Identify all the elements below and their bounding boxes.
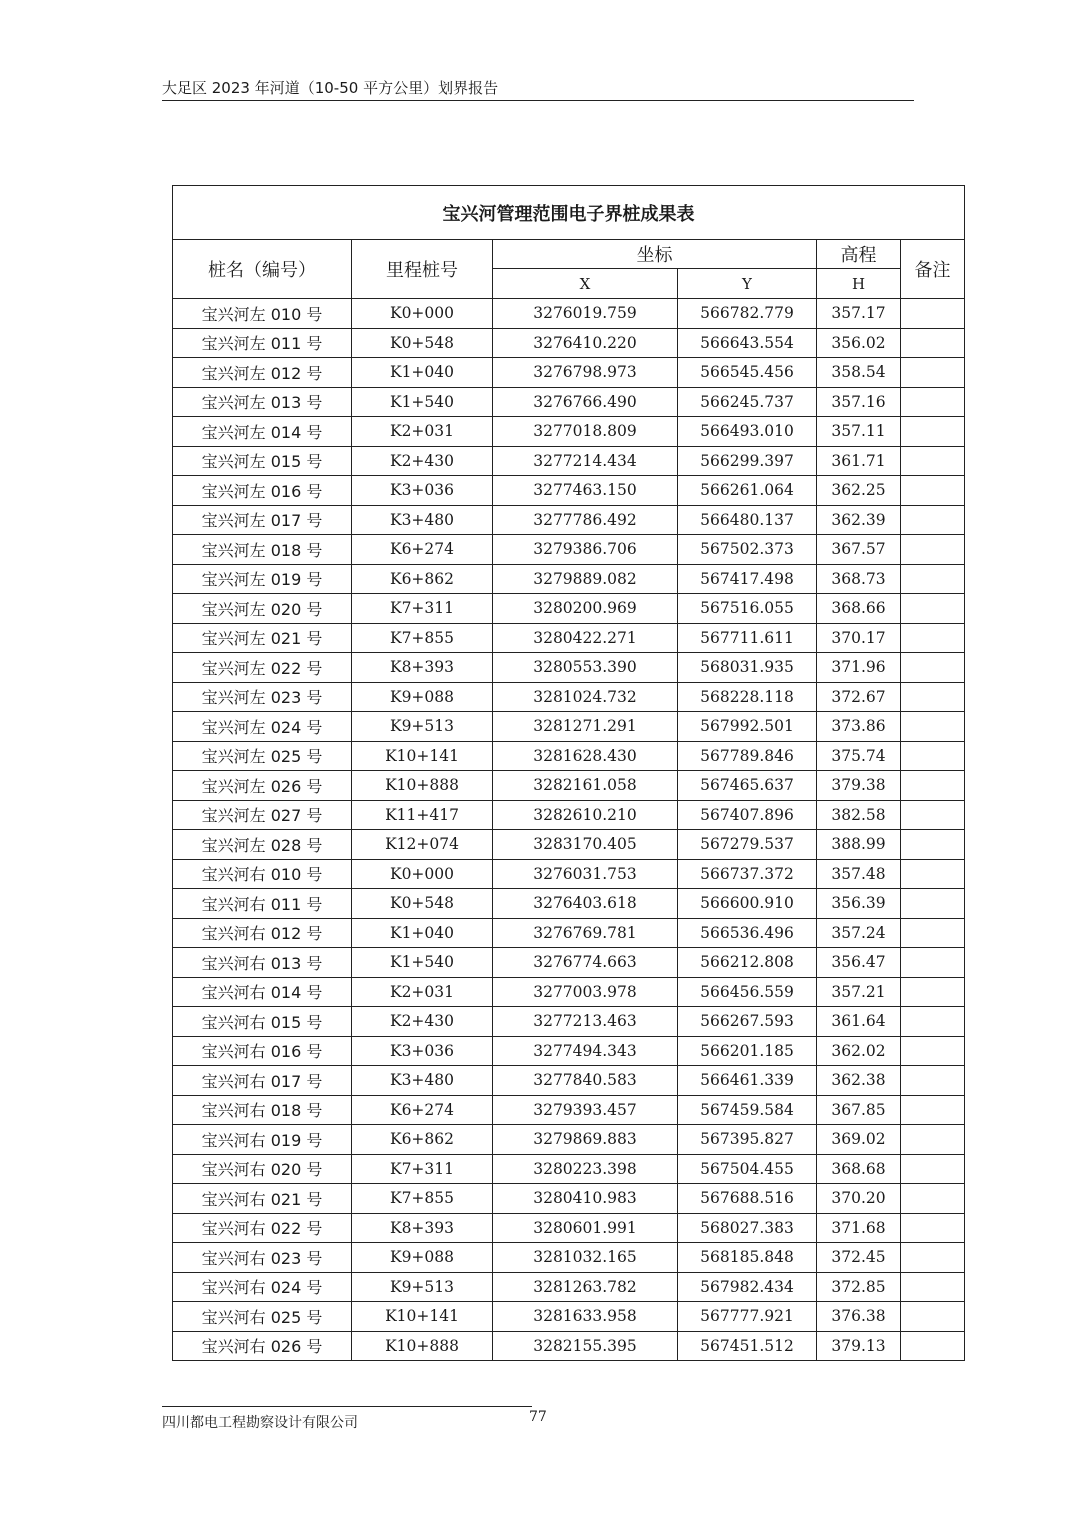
table-row [173, 1154, 965, 1184]
cell-y: 566212.808 [678, 948, 817, 978]
cell-pile-name: 宝兴河左 011 号 [173, 328, 352, 358]
cell-x: 3277463.150 [493, 476, 678, 506]
cell-y: 567417.498 [678, 564, 817, 594]
cell-x: 3276019.759 [493, 299, 678, 329]
cell-remarks [901, 653, 965, 683]
cell-y: 567451.512 [678, 1331, 817, 1361]
header-remarks: 备注 [901, 240, 965, 299]
cell-mileage: K2+031 [352, 977, 493, 1007]
cell-remarks [901, 948, 965, 978]
cell-mileage: K1+040 [352, 918, 493, 948]
cell-h: 375.74 [817, 741, 901, 771]
cell-x: 3277214.434 [493, 446, 678, 476]
cell-y: 566261.064 [678, 476, 817, 506]
cell-x: 3279869.883 [493, 1125, 678, 1155]
cell-y: 567465.637 [678, 771, 817, 801]
cell-pile-name: 宝兴河右 018 号 [173, 1095, 352, 1125]
cell-h: 370.20 [817, 1184, 901, 1214]
cell-pile-name: 宝兴河右 011 号 [173, 889, 352, 919]
page-footer [162, 1406, 914, 1436]
cell-h: 371.96 [817, 653, 901, 683]
table-row [173, 889, 965, 919]
cell-y: 566782.779 [678, 299, 817, 329]
cell-x: 3276774.663 [493, 948, 678, 978]
table-row [173, 328, 965, 358]
cell-remarks [901, 564, 965, 594]
cell-y: 567504.455 [678, 1154, 817, 1184]
cell-mileage: K0+000 [352, 859, 493, 889]
table-row [173, 446, 965, 476]
cell-pile-name: 宝兴河左 013 号 [173, 387, 352, 417]
cell-h: 372.85 [817, 1272, 901, 1302]
cell-remarks [901, 446, 965, 476]
cell-pile-name: 宝兴河左 014 号 [173, 417, 352, 447]
results-table-container [172, 185, 964, 1361]
table-row [173, 977, 965, 1007]
cell-pile-name: 宝兴河左 010 号 [173, 299, 352, 329]
cell-remarks [901, 1272, 965, 1302]
header-mileage: 里程桩号 [352, 240, 493, 299]
cell-y: 566201.185 [678, 1036, 817, 1066]
cell-pile-name: 宝兴河左 022 号 [173, 653, 352, 683]
cell-x: 3281271.291 [493, 712, 678, 742]
table-row [173, 476, 965, 506]
cell-h: 361.71 [817, 446, 901, 476]
cell-h: 388.99 [817, 830, 901, 860]
cell-x: 3280223.398 [493, 1154, 678, 1184]
cell-remarks [901, 771, 965, 801]
cell-x: 3277840.583 [493, 1066, 678, 1096]
cell-x: 3277213.463 [493, 1007, 678, 1037]
cell-y: 566493.010 [678, 417, 817, 447]
cell-remarks [901, 1331, 965, 1361]
cell-h: 376.38 [817, 1302, 901, 1332]
cell-h: 369.02 [817, 1125, 901, 1155]
cell-pile-name: 宝兴河右 021 号 [173, 1184, 352, 1214]
cell-remarks [901, 299, 965, 329]
cell-h: 372.45 [817, 1243, 901, 1273]
cell-remarks [901, 712, 965, 742]
cell-h: 362.38 [817, 1066, 901, 1096]
cell-mileage: K2+430 [352, 446, 493, 476]
cell-y: 567992.501 [678, 712, 817, 742]
cell-pile-name: 宝兴河左 020 号 [173, 594, 352, 624]
cell-mileage: K6+274 [352, 1095, 493, 1125]
cell-remarks [901, 800, 965, 830]
cell-mileage: K10+141 [352, 741, 493, 771]
cell-h: 382.58 [817, 800, 901, 830]
cell-y: 566480.137 [678, 505, 817, 535]
cell-remarks [901, 594, 965, 624]
cell-pile-name: 宝兴河左 027 号 [173, 800, 352, 830]
table-row [173, 1213, 965, 1243]
cell-h: 357.11 [817, 417, 901, 447]
cell-h: 368.73 [817, 564, 901, 594]
cell-h: 362.39 [817, 505, 901, 535]
cell-remarks [901, 859, 965, 889]
report-title: 大足区 2023 年河道（10-50 平方公里）划界报告 [162, 79, 499, 97]
cell-mileage: K7+311 [352, 594, 493, 624]
cell-y: 566600.910 [678, 889, 817, 919]
footer-divider [162, 1406, 532, 1407]
cell-mileage: K7+855 [352, 623, 493, 653]
cell-remarks [901, 1036, 965, 1066]
cell-mileage: K10+888 [352, 771, 493, 801]
cell-y: 566461.339 [678, 1066, 817, 1096]
header-y: Y [678, 269, 817, 299]
cell-mileage: K0+548 [352, 889, 493, 919]
cell-remarks [901, 358, 965, 388]
cell-h: 357.24 [817, 918, 901, 948]
cell-h: 379.38 [817, 771, 901, 801]
cell-h: 356.47 [817, 948, 901, 978]
cell-mileage: K3+036 [352, 476, 493, 506]
cell-mileage: K9+513 [352, 712, 493, 742]
cell-mileage: K3+480 [352, 505, 493, 535]
cell-mileage: K3+480 [352, 1066, 493, 1096]
cell-pile-name: 宝兴河左 025 号 [173, 741, 352, 771]
cell-pile-name: 宝兴河右 015 号 [173, 1007, 352, 1037]
cell-x: 3281024.732 [493, 682, 678, 712]
table-row [173, 623, 965, 653]
cell-h: 367.57 [817, 535, 901, 565]
cell-remarks [901, 535, 965, 565]
cell-mileage: K1+540 [352, 948, 493, 978]
cell-pile-name: 宝兴河右 026 号 [173, 1331, 352, 1361]
cell-mileage: K1+040 [352, 358, 493, 388]
cell-h: 362.25 [817, 476, 901, 506]
cell-pile-name: 宝兴河左 023 号 [173, 682, 352, 712]
cell-remarks [901, 889, 965, 919]
cell-h: 367.85 [817, 1095, 901, 1125]
cell-y: 567407.896 [678, 800, 817, 830]
cell-mileage: K10+141 [352, 1302, 493, 1332]
cell-mileage: K6+862 [352, 1125, 493, 1155]
table-row [173, 594, 965, 624]
cell-x: 3281263.782 [493, 1272, 678, 1302]
cell-remarks [901, 682, 965, 712]
cell-pile-name: 宝兴河左 016 号 [173, 476, 352, 506]
header-pile-name: 桩名（编号） [173, 240, 352, 299]
cell-x: 3282610.210 [493, 800, 678, 830]
cell-pile-name: 宝兴河右 017 号 [173, 1066, 352, 1096]
cell-x: 3280601.991 [493, 1213, 678, 1243]
cell-mileage: K2+031 [352, 417, 493, 447]
cell-x: 3276403.618 [493, 889, 678, 919]
header-x: X [493, 269, 678, 299]
cell-y: 568031.935 [678, 653, 817, 683]
cell-y: 567982.434 [678, 1272, 817, 1302]
cell-remarks [901, 476, 965, 506]
cell-h: 357.17 [817, 299, 901, 329]
header-h: H [817, 269, 901, 299]
table-row [173, 417, 965, 447]
cell-h: 379.13 [817, 1331, 901, 1361]
cell-x: 3277018.809 [493, 417, 678, 447]
cell-x: 3279393.457 [493, 1095, 678, 1125]
cell-pile-name: 宝兴河右 012 号 [173, 918, 352, 948]
table-row [173, 771, 965, 801]
table-row [173, 299, 965, 329]
page-number: 77 [529, 1409, 547, 1425]
cell-mileage: K10+888 [352, 1331, 493, 1361]
cell-h: 373.86 [817, 712, 901, 742]
cell-remarks [901, 1154, 965, 1184]
cell-remarks [901, 977, 965, 1007]
cell-x: 3279386.706 [493, 535, 678, 565]
cell-mileage: K8+393 [352, 1213, 493, 1243]
cell-y: 566245.737 [678, 387, 817, 417]
cell-h: 356.02 [817, 328, 901, 358]
cell-pile-name: 宝兴河右 020 号 [173, 1154, 352, 1184]
cell-x: 3280200.969 [493, 594, 678, 624]
table-row [173, 918, 965, 948]
table-row [173, 564, 965, 594]
cell-remarks [901, 505, 965, 535]
cell-y: 566299.397 [678, 446, 817, 476]
cell-mileage: K1+540 [352, 387, 493, 417]
cell-y: 568027.383 [678, 1213, 817, 1243]
cell-x: 3283170.405 [493, 830, 678, 860]
cell-mileage: K6+862 [352, 564, 493, 594]
cell-x: 3276031.753 [493, 859, 678, 889]
cell-pile-name: 宝兴河右 016 号 [173, 1036, 352, 1066]
cell-pile-name: 宝兴河右 019 号 [173, 1125, 352, 1155]
cell-remarks [901, 1007, 965, 1037]
cell-x: 3277494.343 [493, 1036, 678, 1066]
cell-pile-name: 宝兴河右 025 号 [173, 1302, 352, 1332]
cell-y: 567711.611 [678, 623, 817, 653]
cell-x: 3282155.395 [493, 1331, 678, 1361]
table-row [173, 1095, 965, 1125]
cell-mileage: K7+855 [352, 1184, 493, 1214]
cell-remarks [901, 1125, 965, 1155]
cell-x: 3281628.430 [493, 741, 678, 771]
cell-mileage: K9+513 [352, 1272, 493, 1302]
cell-y: 566267.593 [678, 1007, 817, 1037]
cell-y: 567516.055 [678, 594, 817, 624]
cell-mileage: K3+036 [352, 1036, 493, 1066]
table-row [173, 1302, 965, 1332]
cell-h: 358.54 [817, 358, 901, 388]
cell-h: 357.16 [817, 387, 901, 417]
table-row [173, 653, 965, 683]
cell-h: 368.66 [817, 594, 901, 624]
table-row [173, 1331, 965, 1361]
cell-y: 567395.827 [678, 1125, 817, 1155]
cell-h: 361.64 [817, 1007, 901, 1037]
cell-y: 568185.848 [678, 1243, 817, 1273]
table-body [173, 299, 965, 1361]
cell-h: 357.48 [817, 859, 901, 889]
cell-h: 356.39 [817, 889, 901, 919]
cell-pile-name: 宝兴河左 018 号 [173, 535, 352, 565]
table-row [173, 358, 965, 388]
cell-pile-name: 宝兴河左 012 号 [173, 358, 352, 388]
cell-y: 567502.373 [678, 535, 817, 565]
cell-pile-name: 宝兴河右 023 号 [173, 1243, 352, 1273]
cell-remarks [901, 1302, 965, 1332]
cell-y: 566737.372 [678, 859, 817, 889]
table-row [173, 1007, 965, 1037]
cell-pile-name: 宝兴河左 026 号 [173, 771, 352, 801]
cell-y: 566456.559 [678, 977, 817, 1007]
cell-mileage: K7+311 [352, 1154, 493, 1184]
cell-mileage: K2+430 [352, 1007, 493, 1037]
cell-x: 3276410.220 [493, 328, 678, 358]
cell-pile-name: 宝兴河右 013 号 [173, 948, 352, 978]
cell-x: 3277786.492 [493, 505, 678, 535]
header-coordinates: 坐标 [493, 240, 817, 269]
table-row [173, 1125, 965, 1155]
table-row [173, 948, 965, 978]
cell-h: 371.68 [817, 1213, 901, 1243]
cell-x: 3281633.958 [493, 1302, 678, 1332]
table-title: 宝兴河管理范围电子界桩成果表 [173, 186, 965, 240]
cell-x: 3276798.973 [493, 358, 678, 388]
cell-y: 568228.118 [678, 682, 817, 712]
page-header [162, 78, 914, 101]
cell-x: 3282161.058 [493, 771, 678, 801]
footer-company: 四川都电工程勘察设计有限公司 [162, 1415, 358, 1431]
cell-pile-name: 宝兴河左 017 号 [173, 505, 352, 535]
cell-remarks [901, 741, 965, 771]
cell-remarks [901, 417, 965, 447]
table-row [173, 535, 965, 565]
cell-pile-name: 宝兴河右 024 号 [173, 1272, 352, 1302]
cell-h: 368.68 [817, 1154, 901, 1184]
table-row [173, 682, 965, 712]
table-row [173, 1036, 965, 1066]
cell-h: 372.67 [817, 682, 901, 712]
cell-y: 567777.921 [678, 1302, 817, 1332]
cell-mileage: K8+393 [352, 653, 493, 683]
cell-h: 362.02 [817, 1036, 901, 1066]
cell-pile-name: 宝兴河右 014 号 [173, 977, 352, 1007]
cell-x: 3280422.271 [493, 623, 678, 653]
table-row [173, 1272, 965, 1302]
cell-mileage: K6+274 [352, 535, 493, 565]
table-row [173, 712, 965, 742]
cell-remarks [901, 1243, 965, 1273]
table-row [173, 859, 965, 889]
cell-remarks [901, 918, 965, 948]
cell-y: 566545.456 [678, 358, 817, 388]
cell-remarks [901, 328, 965, 358]
header-elevation: 高程 [817, 240, 901, 269]
boundary-pile-results-table [172, 185, 965, 1361]
cell-y: 567688.516 [678, 1184, 817, 1214]
cell-x: 3276766.490 [493, 387, 678, 417]
cell-x: 3279889.082 [493, 564, 678, 594]
cell-y: 567789.846 [678, 741, 817, 771]
cell-pile-name: 宝兴河左 024 号 [173, 712, 352, 742]
cell-remarks [901, 830, 965, 860]
cell-mileage: K0+000 [352, 299, 493, 329]
table-row [173, 741, 965, 771]
cell-x: 3277003.978 [493, 977, 678, 1007]
cell-remarks [901, 387, 965, 417]
cell-mileage: K0+548 [352, 328, 493, 358]
cell-pile-name: 宝兴河左 019 号 [173, 564, 352, 594]
table-row [173, 387, 965, 417]
table-row [173, 800, 965, 830]
table-row [173, 1066, 965, 1096]
cell-x: 3280553.390 [493, 653, 678, 683]
cell-x: 3276769.781 [493, 918, 678, 948]
cell-x: 3281032.165 [493, 1243, 678, 1273]
cell-pile-name: 宝兴河右 010 号 [173, 859, 352, 889]
cell-y: 567279.537 [678, 830, 817, 860]
table-row [173, 505, 965, 535]
cell-mileage: K12+074 [352, 830, 493, 860]
cell-pile-name: 宝兴河右 022 号 [173, 1213, 352, 1243]
table-row [173, 1243, 965, 1273]
cell-remarks [901, 1184, 965, 1214]
cell-remarks [901, 1213, 965, 1243]
cell-remarks [901, 1095, 965, 1125]
table-row [173, 830, 965, 860]
cell-pile-name: 宝兴河左 015 号 [173, 446, 352, 476]
cell-h: 357.21 [817, 977, 901, 1007]
cell-y: 566643.554 [678, 328, 817, 358]
cell-y: 567459.584 [678, 1095, 817, 1125]
cell-pile-name: 宝兴河左 021 号 [173, 623, 352, 653]
cell-mileage: K9+088 [352, 1243, 493, 1273]
cell-mileage: K11+417 [352, 800, 493, 830]
cell-x: 3280410.983 [493, 1184, 678, 1214]
cell-pile-name: 宝兴河左 028 号 [173, 830, 352, 860]
cell-h: 370.17 [817, 623, 901, 653]
table-row [173, 1184, 965, 1214]
cell-mileage: K9+088 [352, 682, 493, 712]
cell-y: 566536.496 [678, 918, 817, 948]
cell-remarks [901, 1066, 965, 1096]
cell-remarks [901, 623, 965, 653]
